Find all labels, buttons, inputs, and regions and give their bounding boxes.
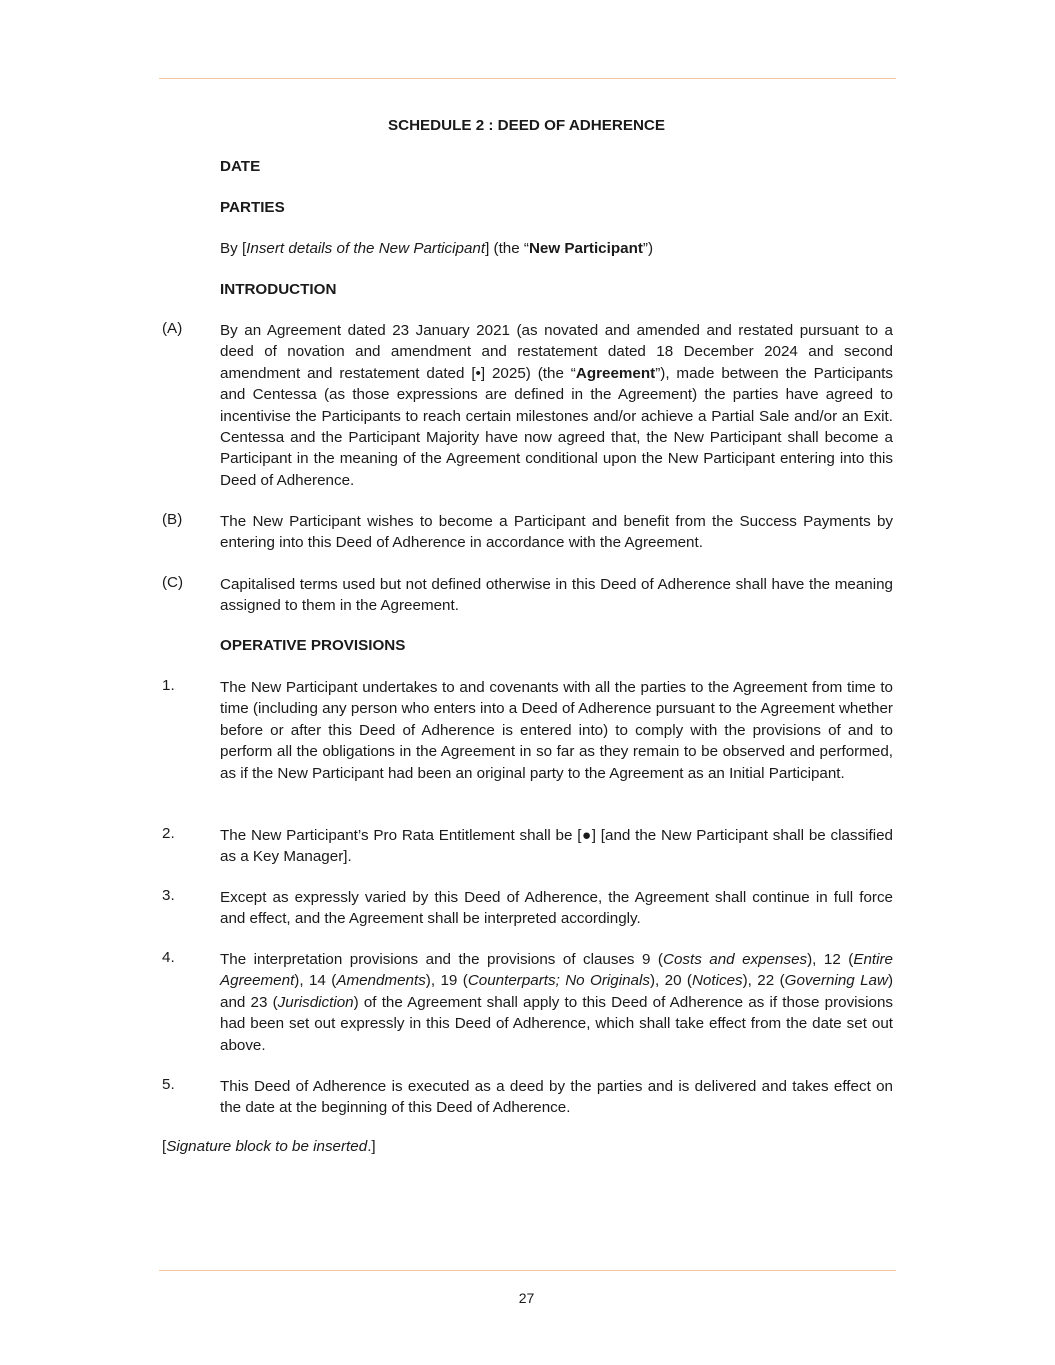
parties-line: By [Insert details of the New Participant] (the “New Participant”) — [220, 240, 654, 257]
recital-c — [162, 574, 893, 617]
provision-2 — [162, 825, 893, 868]
provision-5 — [162, 1076, 893, 1119]
operative-provisions-heading: OPERATIVE PROVISIONS — [220, 637, 406, 654]
provision-text: The interpretation provisions and the provisions of clauses 9 (Costs and expenses), 12 (Entire Agreement), 14 (Amendments), 19 (Counterparts; No Originals), 20 (Notices), 22 (Governing Law) and 23 (Jurisdiction) of the Agreement shall apply to this Deed of Adherence as if those provisions had been set out expressly in this Deed of Adherence, which shall take effect from the date set out above. — [220, 951, 894, 1054]
date-heading: DATE — [220, 158, 261, 175]
provision-4 — [162, 949, 893, 1056]
signature-block-placeholder: [Signature block to be inserted.] — [162, 1138, 376, 1155]
header-rule — [159, 78, 896, 79]
recital-number: (C) — [162, 574, 184, 591]
provision-text: Except as expressly varied by this Deed of Adherence, the Agreement shall continue in full force and effect, and the Agreement shall be interpreted accordingly. — [220, 889, 893, 928]
provision-number: 2. — [162, 825, 175, 842]
provision-number: 3. — [162, 887, 175, 904]
provision-text: The New Participant undertakes to and covenants with all the parties to the Agreement from time to time (including any person who enters into a Deed of Adherence pursuant to the Agreement whether before or after this Deed of Adherence is entered into) to comply with the provisions of and to perform all the obligations in the Agreement in so far as they remain to be observed and performed, as if the New Participant had been an original party to the Agreement as an Initial Participant. — [220, 679, 893, 782]
recital-text: By an Agreement dated 23 January 2021 (as novated and amended and restated pursuant to a deed of novation and amendment and restatement dated 18 December 2024 and second amendment and restatement dated [•] 2025) (the “Agreement”), made between the Participants and Centessa (as those expressions are defined in the Agreement) the parties have agreed to incentivise the Participants to reach certain milestones and/or achieve a Partial Sale and/or an Exit. Centessa and the Participant Majority have now agreed that, the New Participant shall become a Participant in the meaning of the Agreement conditional upon the New Participant entering into this Deed of Adherence. — [220, 322, 893, 489]
introduction-heading: INTRODUCTION — [220, 281, 337, 298]
provision-1 — [162, 677, 893, 784]
provision-text: The New Participant’s Pro Rata Entitlement shall be [●] [and the New Participant shall be classified as a Key Manager]. — [220, 827, 893, 866]
provision-3 — [162, 887, 893, 930]
page-number: 27 — [518, 1290, 535, 1306]
recital-a — [162, 320, 893, 491]
provision-number: 1. — [162, 677, 175, 694]
footer-rule — [159, 1270, 896, 1271]
schedule-title: SCHEDULE 2 : DEED OF ADHERENCE — [387, 117, 666, 134]
recital-number: (B) — [162, 511, 183, 528]
recital-b — [162, 511, 893, 554]
provision-number: 5. — [162, 1076, 175, 1093]
parties-heading: PARTIES — [220, 199, 285, 216]
recital-text: Capitalised terms used but not defined otherwise in this Deed of Adherence shall have the meaning assigned to them in the Agreement. — [220, 576, 893, 615]
recital-text: The New Participant wishes to become a Participant and benefit from the Success Payments by entering into this Deed of Adherence in accordance with the Agreement. — [220, 513, 893, 552]
provision-number: 4. — [162, 949, 175, 966]
recital-number: (A) — [162, 320, 183, 337]
provision-text: This Deed of Adherence is executed as a deed by the parties and is delivered and takes effect on the date at the beginning of this Deed of Adherence. — [220, 1078, 893, 1117]
